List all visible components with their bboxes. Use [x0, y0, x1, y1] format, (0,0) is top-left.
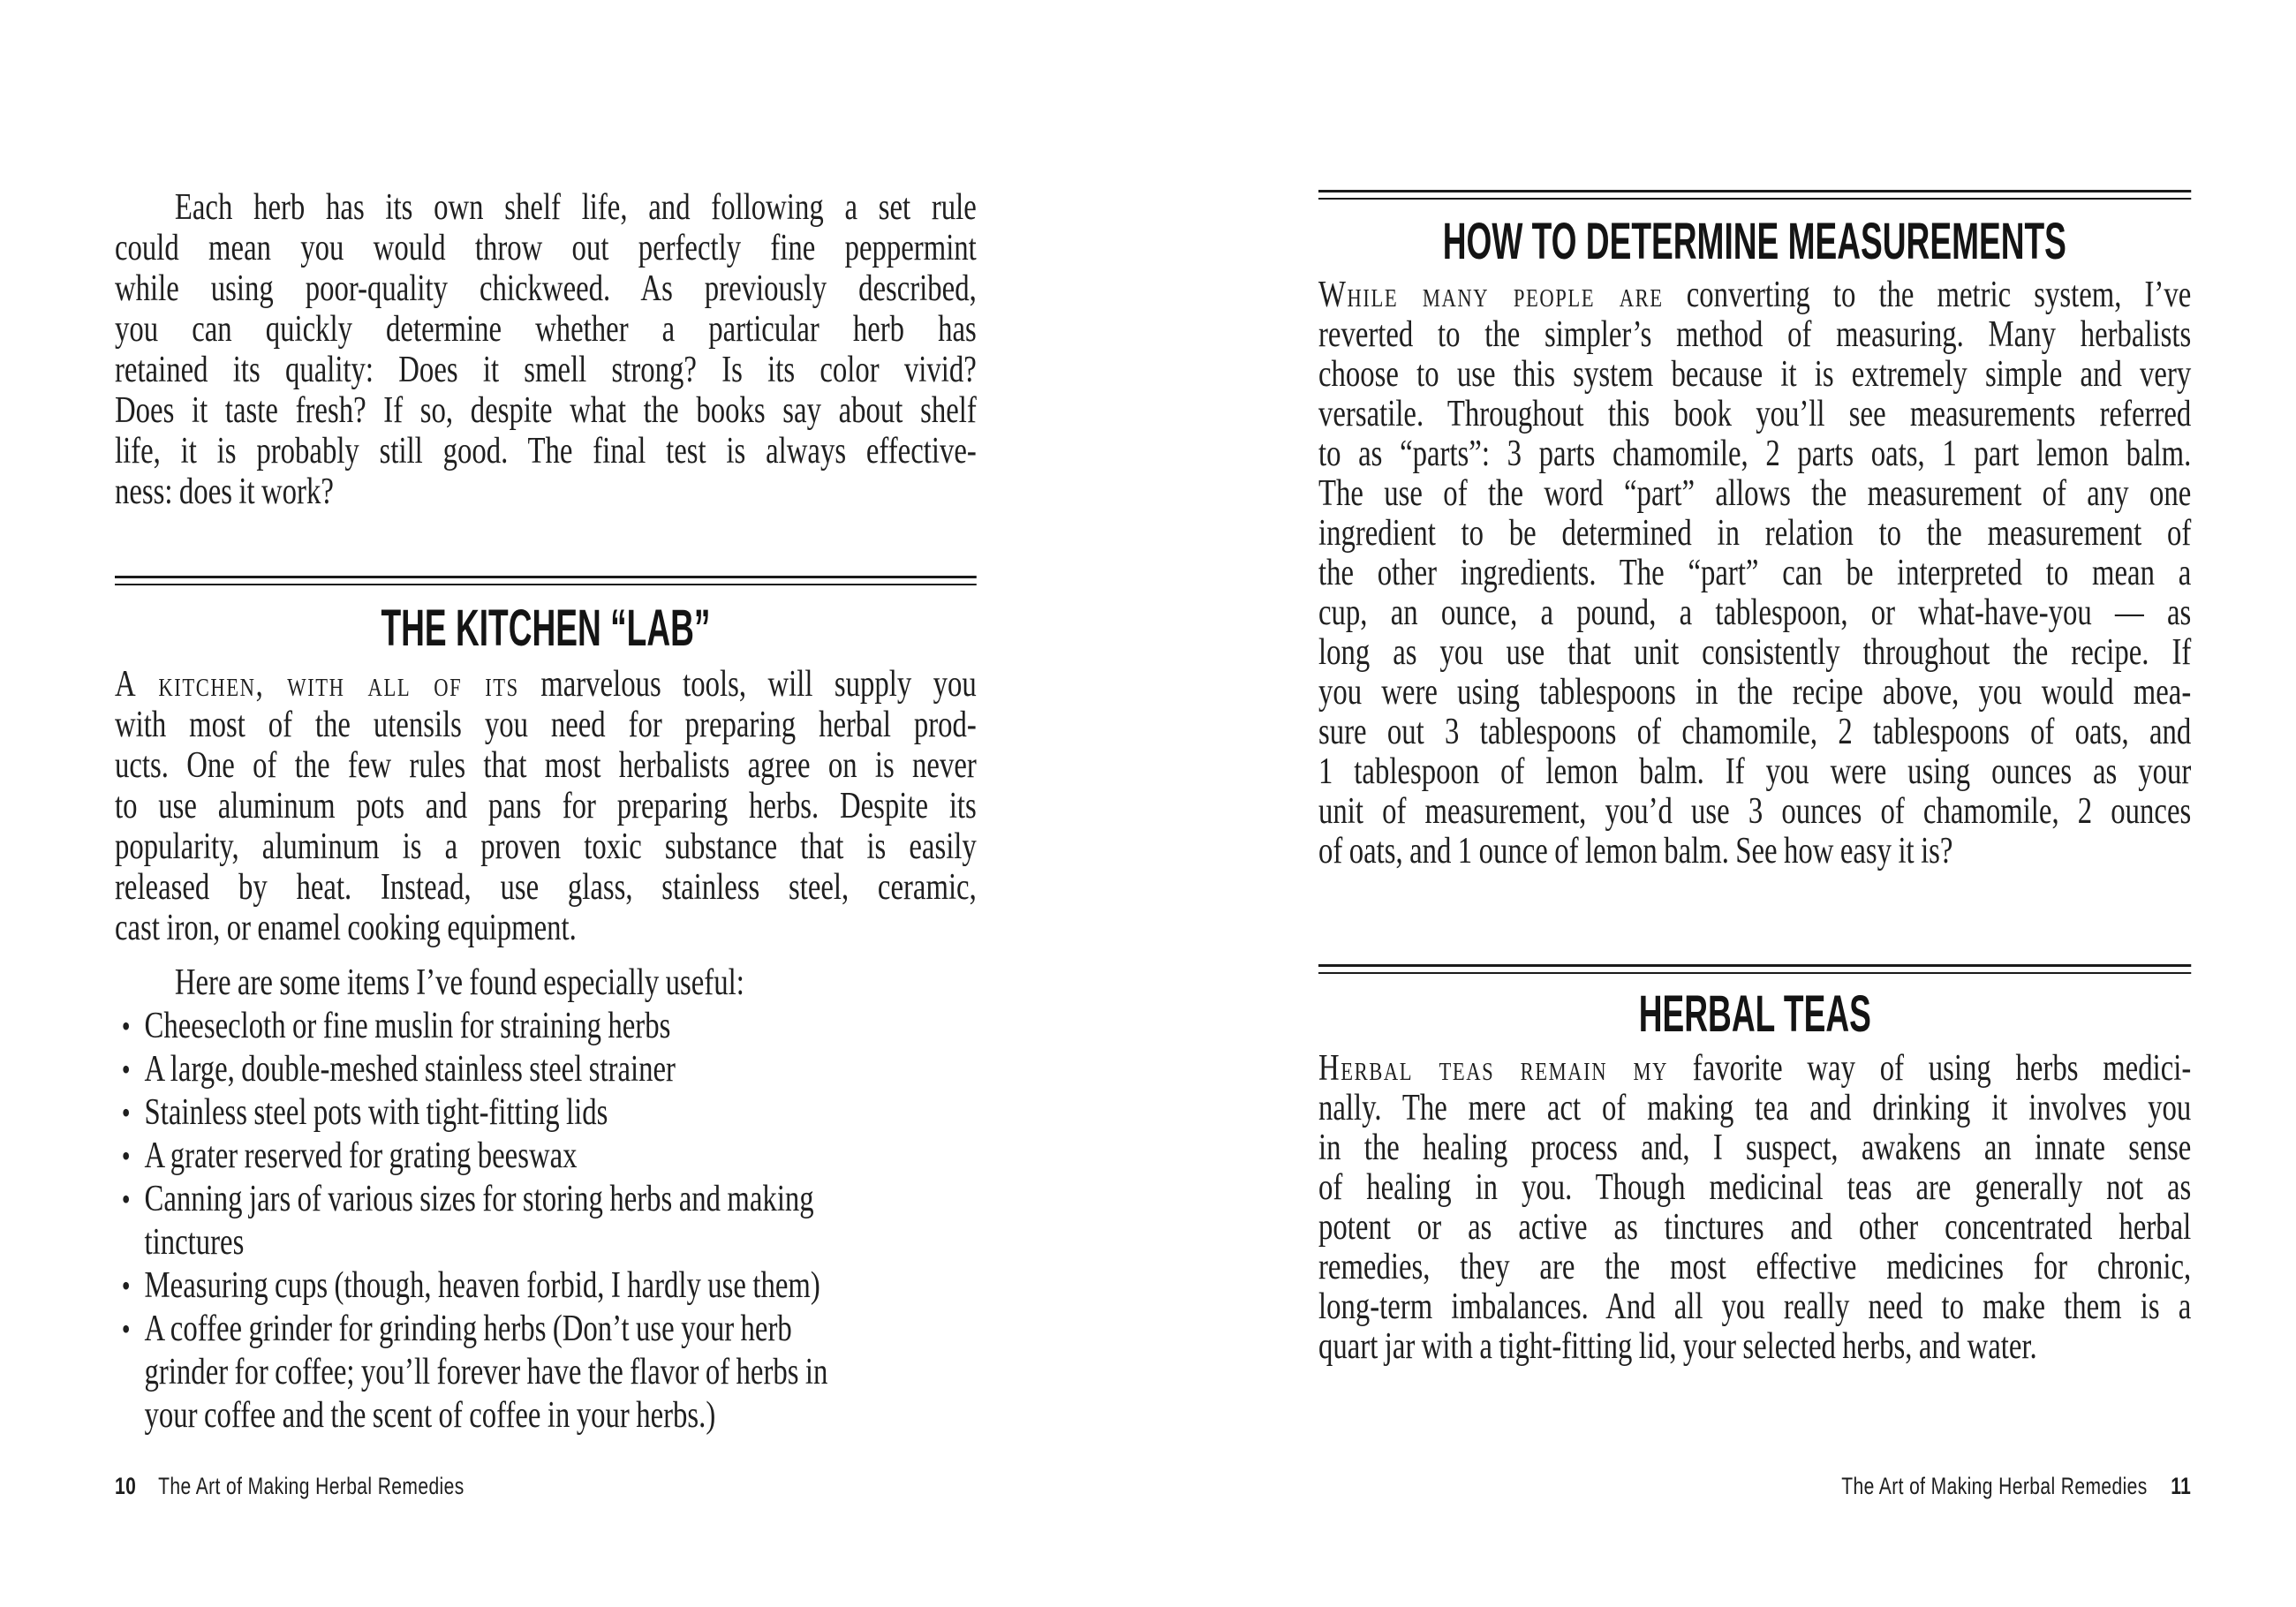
list-item [115, 1178, 977, 1264]
left-opening-paragraph [115, 187, 977, 512]
text-line: the other ingredients. The “part” can be interpreted to mean a [1318, 553, 2192, 593]
text-line: life, it is probably still good. The final test is always effective- [115, 431, 977, 472]
text-line: A kitchen, with all of its marvelous tools, will supply you [115, 664, 977, 705]
page-number: 10 [115, 1473, 137, 1499]
kitchen-lab-heading: THE KITCHEN “LAB” [381, 600, 711, 657]
text-line: ucts. One of the few rules that most herbalists agree on is never [115, 745, 977, 786]
small-caps-lead-in: Herbal teas remain my [1318, 1048, 1669, 1089]
text-line: to use aluminum pots and pans for preparing herbs. Despite its [115, 786, 977, 826]
bullet-icon: • [121, 1268, 131, 1303]
text-line: 1 tablespoon of lemon balm. If you were using ounces as your [1318, 751, 2192, 792]
bullet-icon: • [121, 1095, 131, 1130]
text-line: to as “parts”: 3 parts chamomile, 2 parts oats, 1 part lemon balm. [1318, 434, 2192, 474]
text-line: long-term imbalances. And all you really need to make them is a [1318, 1286, 2192, 1327]
list-item [115, 1135, 977, 1178]
text-line: nally. The mere act of making tea and drinking it involves you [1318, 1088, 2192, 1128]
section-divider-rule [115, 576, 977, 585]
text-line: quart jar with a tight-fitting lid, your selected herbs, and water. [1318, 1326, 2037, 1367]
text-line: you can quickly determine whether a particular herb has [115, 309, 977, 350]
kitchen-lab-paragraph [115, 664, 977, 948]
text-line: A coffee grinder for grinding herbs (Don’t use your herb [144, 1309, 792, 1349]
running-title: The Art of Making Herbal Remedies [1841, 1473, 2148, 1499]
text-line: Stainless steel pots with tight-fitting lids [144, 1092, 608, 1133]
list-item [115, 1264, 977, 1308]
text-line: ness: does it work? [115, 472, 334, 512]
section-divider-rule [1318, 190, 2191, 200]
text-line: with most of the utensils you need for preparing herbal prod- [115, 705, 977, 745]
bullet-icon: • [121, 1052, 131, 1087]
text-line: sure out 3 tablespoons of chamomile, 2 tablespoons of oats, and [1318, 712, 2192, 752]
text-line: Does it taste fresh? If so, despite what the books say about shelf [115, 390, 977, 431]
bullet-icon: • [121, 1311, 131, 1347]
right-page [1318, 0, 2191, 1607]
right-page-footer [1318, 1473, 2191, 1499]
text-line: ingredient to be determined in relation to the measurement of [1318, 513, 2192, 554]
text-line: Cheesecloth or fine muslin for straining herbs [144, 1006, 671, 1046]
list-item [115, 1091, 977, 1135]
list-item [115, 1308, 977, 1437]
text-line: grinder for coffee; you’ll forever have the flavor of herbs in [144, 1352, 828, 1392]
text-line: in the healing process and, I suspect, awakens an innate sense [1318, 1128, 2192, 1168]
text-line: Canning jars of various sizes for storing herbs and making [144, 1179, 814, 1219]
text-line: you were using tablespoons in the recipe above, you would mea- [1318, 672, 2192, 713]
herbal-teas-heading: HERBAL TEAS [1638, 985, 1871, 1043]
text-line: Measuring cups (though, heaven forbid, I hardly use them) [144, 1265, 820, 1306]
text-line: remedies, they are the most effective medicines for chronic, [1318, 1247, 2192, 1287]
text-line: popularity, aluminum is a proven toxic substance that is easily [115, 826, 977, 867]
text-line: Herbal teas remain my favorite way of using herbs medici- [1318, 1048, 2192, 1089]
text-line: tinctures [144, 1222, 245, 1263]
text-line: A grater reserved for grating beeswax [144, 1135, 578, 1176]
list-intro: Here are some items I’ve found especially useful: [174, 962, 744, 1003]
left-page [115, 0, 977, 1607]
text-line: versatile. Throughout this book you’ll see measurements referred [1318, 394, 2192, 434]
text-line: long as you use that unit consistently throughout the recipe. If [1318, 632, 2192, 673]
text-line: reverted to the simpler’s method of measuring. Many herbalists [1318, 314, 2192, 355]
text-line: while using poor-quality chickweed. As previously described, [115, 268, 977, 309]
text-line: could mean you would throw out perfectly fine peppermint [115, 228, 977, 268]
herbal-teas-paragraph [1318, 1049, 2191, 1367]
text-line: of oats, and 1 ounce of lemon balm. See how easy it is? [1318, 831, 1953, 871]
list-item [115, 1048, 977, 1091]
useful-items-list [115, 1005, 977, 1437]
text-line: of healing in you. Though medicinal teas are generally not as [1318, 1167, 2192, 1208]
text-line: The use of the word “part” allows the measurement of any one [1318, 473, 2192, 514]
text-line: unit of measurement, you’d use 3 ounces of chamomile, 2 ounces [1318, 791, 2192, 832]
measurements-paragraph [1318, 275, 2191, 871]
text-line: While many people are converting to the metric system, I’ve [1318, 275, 2192, 315]
bullet-icon: • [121, 1181, 131, 1217]
small-caps-lead-in: While many people are [1318, 275, 1664, 315]
section-divider-rule [1318, 964, 2191, 974]
text-line: cup, an ounce, a pound, a tablespoon, or what-have-you — as [1318, 592, 2192, 633]
text-line: cast iron, or enamel cooking equipment. [115, 908, 577, 948]
left-page-footer [115, 1473, 977, 1499]
text-line: A large, double-meshed stainless steel strainer [144, 1049, 676, 1090]
page-number: 11 [2171, 1473, 2192, 1499]
text-line: Each herb has its own shelf life, and following a set rule [174, 187, 977, 228]
small-caps-lead-in: A kitchen, with all of its [115, 664, 519, 705]
measurements-heading: HOW TO DETERMINE MEASUREMENTS [1443, 213, 2067, 270]
bullet-icon: • [121, 1138, 131, 1173]
text-line: choose to use this system because it is extremely simple and very [1318, 354, 2192, 395]
text-line: your coffee and the scent of coffee in your herbs.) [144, 1395, 716, 1436]
bullet-icon: • [121, 1008, 131, 1044]
list-item [115, 1005, 977, 1048]
text-line: released by heat. Instead, use glass, stainless steel, ceramic, [115, 867, 977, 908]
text-line: potent or as active as tinctures and other concentrated herbal [1318, 1207, 2192, 1248]
running-title: The Art of Making Herbal Remedies [158, 1473, 464, 1499]
text-line: retained its quality: Does it smell strong? Is its color vivid? [115, 350, 977, 390]
